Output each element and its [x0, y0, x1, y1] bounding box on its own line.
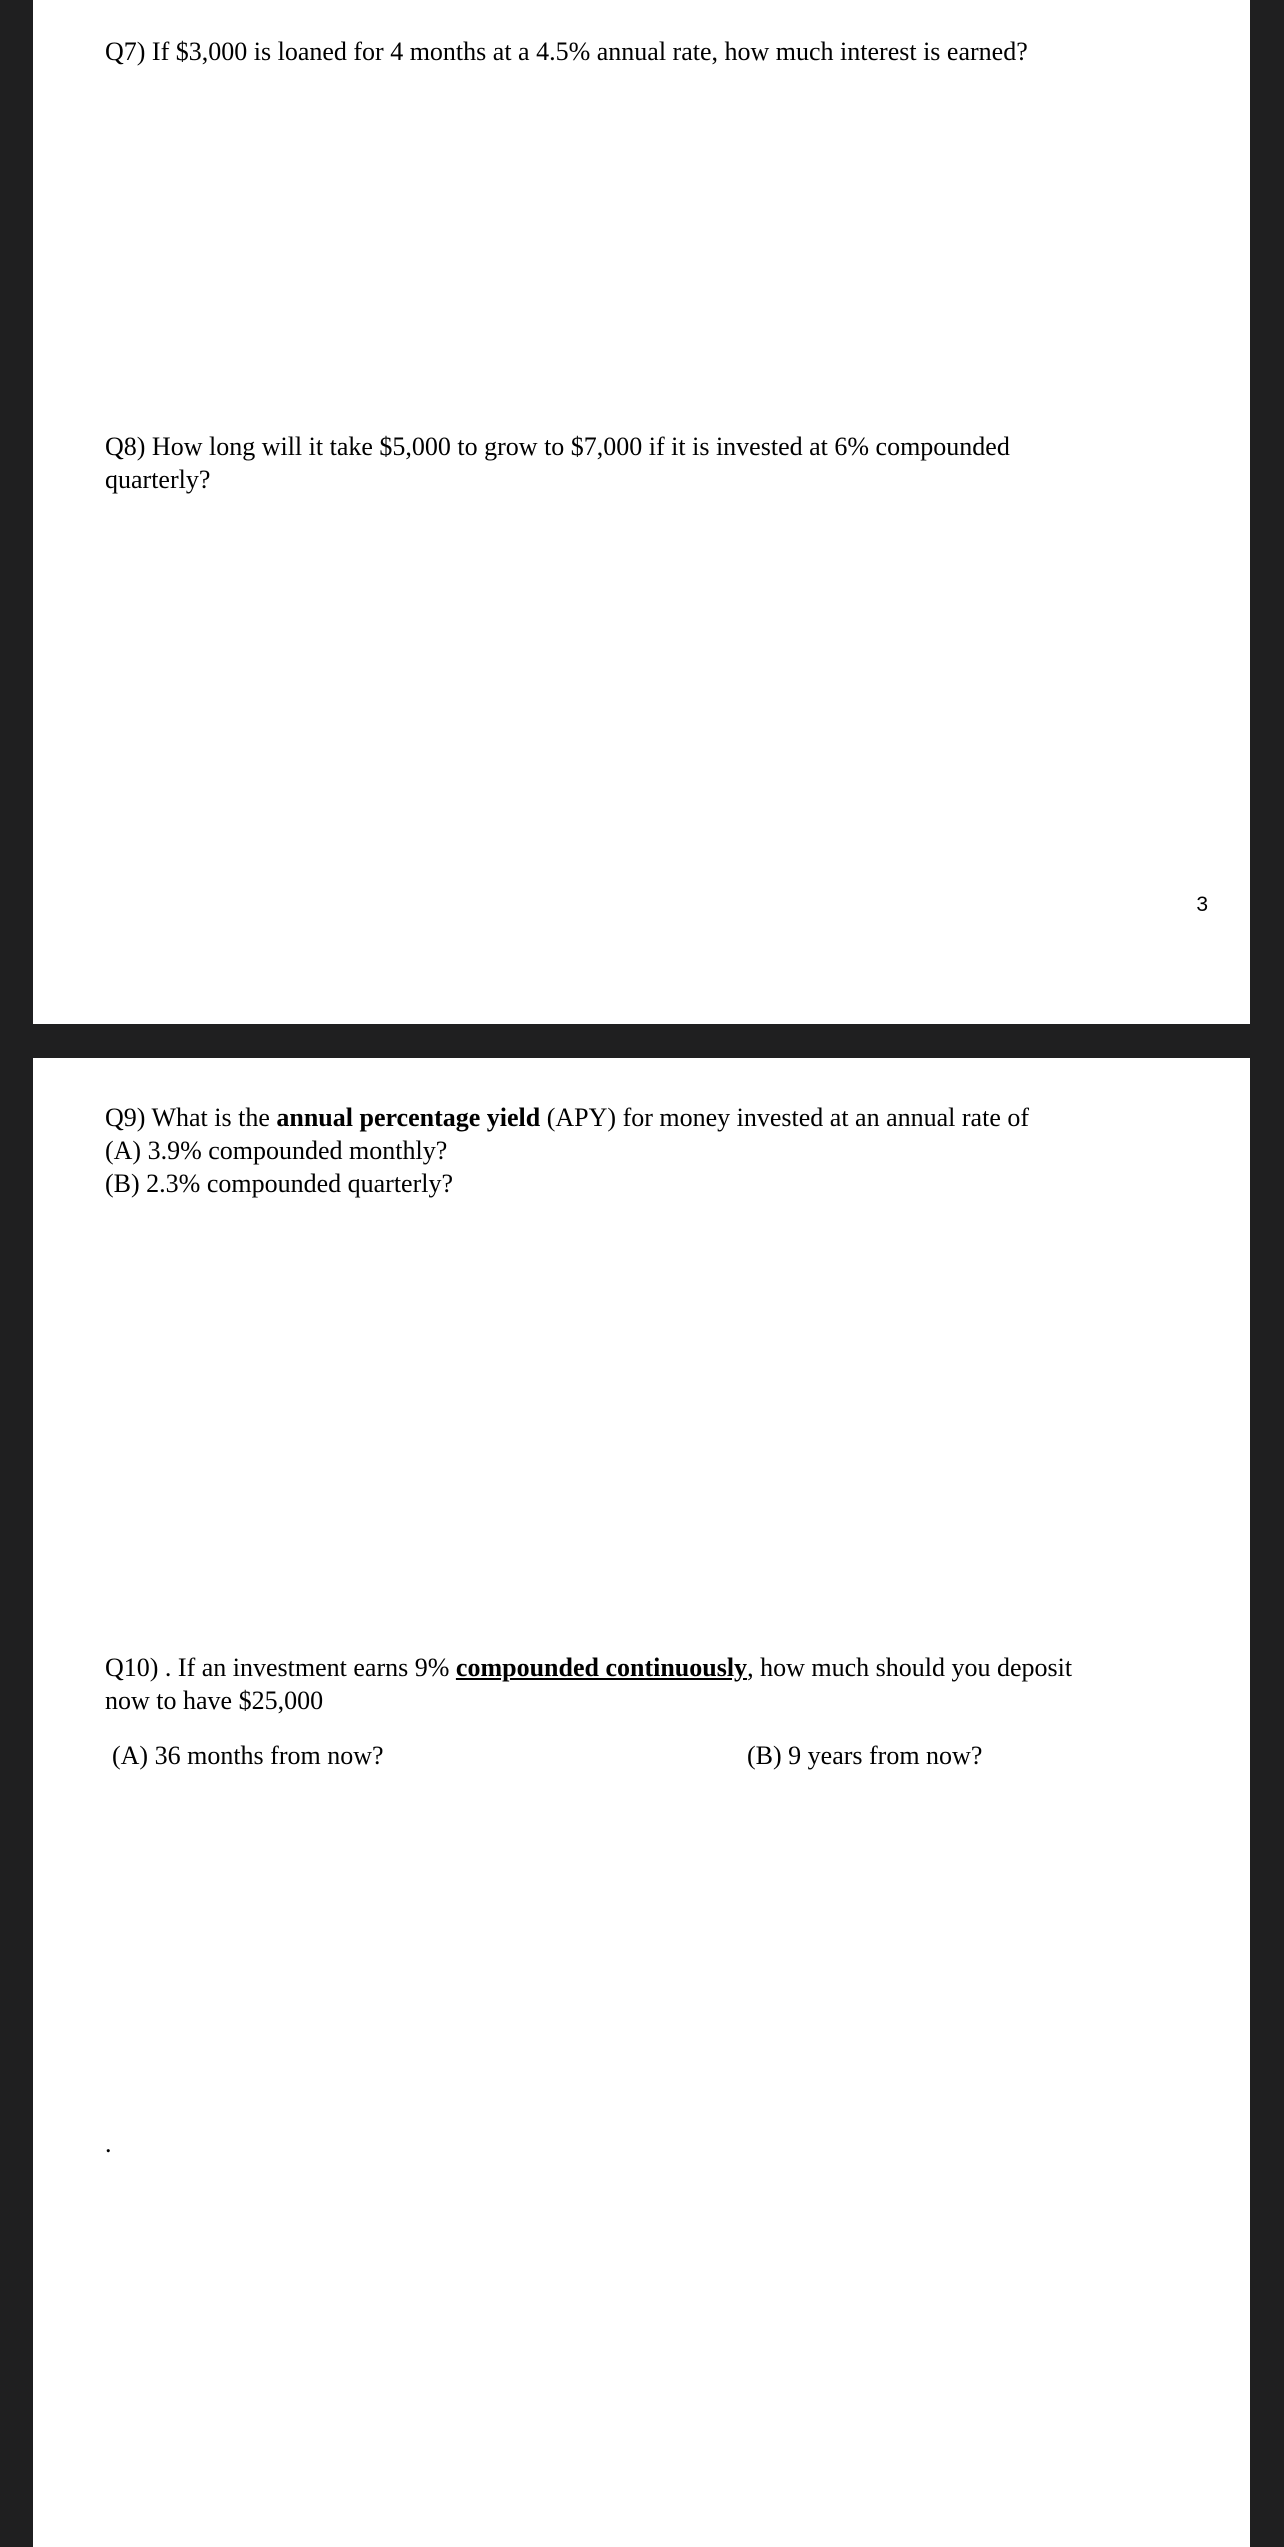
question-10-stem	[105, 1651, 1205, 1684]
question-9-option-a: (A) 3.9% compounded monthly?	[105, 1136, 448, 1165]
question-10-line-2: now to have $25,000	[105, 1686, 324, 1715]
question-10-option-a: (A) 36 months from now?	[112, 1741, 384, 1770]
question-8-line-2: quarterly?	[105, 465, 211, 494]
question-9-prefix: Q9) What is the	[105, 1103, 277, 1132]
question-10-suffix: , how much should you deposit	[747, 1653, 1073, 1682]
stray-mark: .	[105, 2129, 112, 2158]
question-9	[105, 1101, 1205, 1200]
question-10	[105, 1651, 1205, 1717]
question-10-emphasis: compounded continuously	[455, 1653, 748, 1682]
question-9-suffix: (APY) for money invested at an annual rate of	[540, 1103, 1030, 1132]
question-7: Q7) If $3,000 is loaned for 4 months at a 4.5% annual rate, how much interest is earned?	[105, 37, 1028, 66]
question-9-term: annual percentage yield	[276, 1103, 541, 1132]
question-9-option-b: (B) 2.3% compounded quarterly?	[105, 1169, 454, 1198]
page-number: 3	[1196, 893, 1208, 916]
question-9-stem	[105, 1101, 1205, 1134]
question-8-line-1: Q8) How long will it take $5,000 to grow to $7,000 if it is invested at 6% compounded	[105, 432, 1010, 461]
document-page-4	[33, 1058, 1250, 2547]
question-8	[105, 430, 1205, 496]
question-10-option-b: (B) 9 years from now?	[747, 1741, 983, 1770]
document-page-3	[33, 0, 1250, 1024]
question-10-prefix: Q10) . If an investment earns 9%	[105, 1653, 456, 1682]
